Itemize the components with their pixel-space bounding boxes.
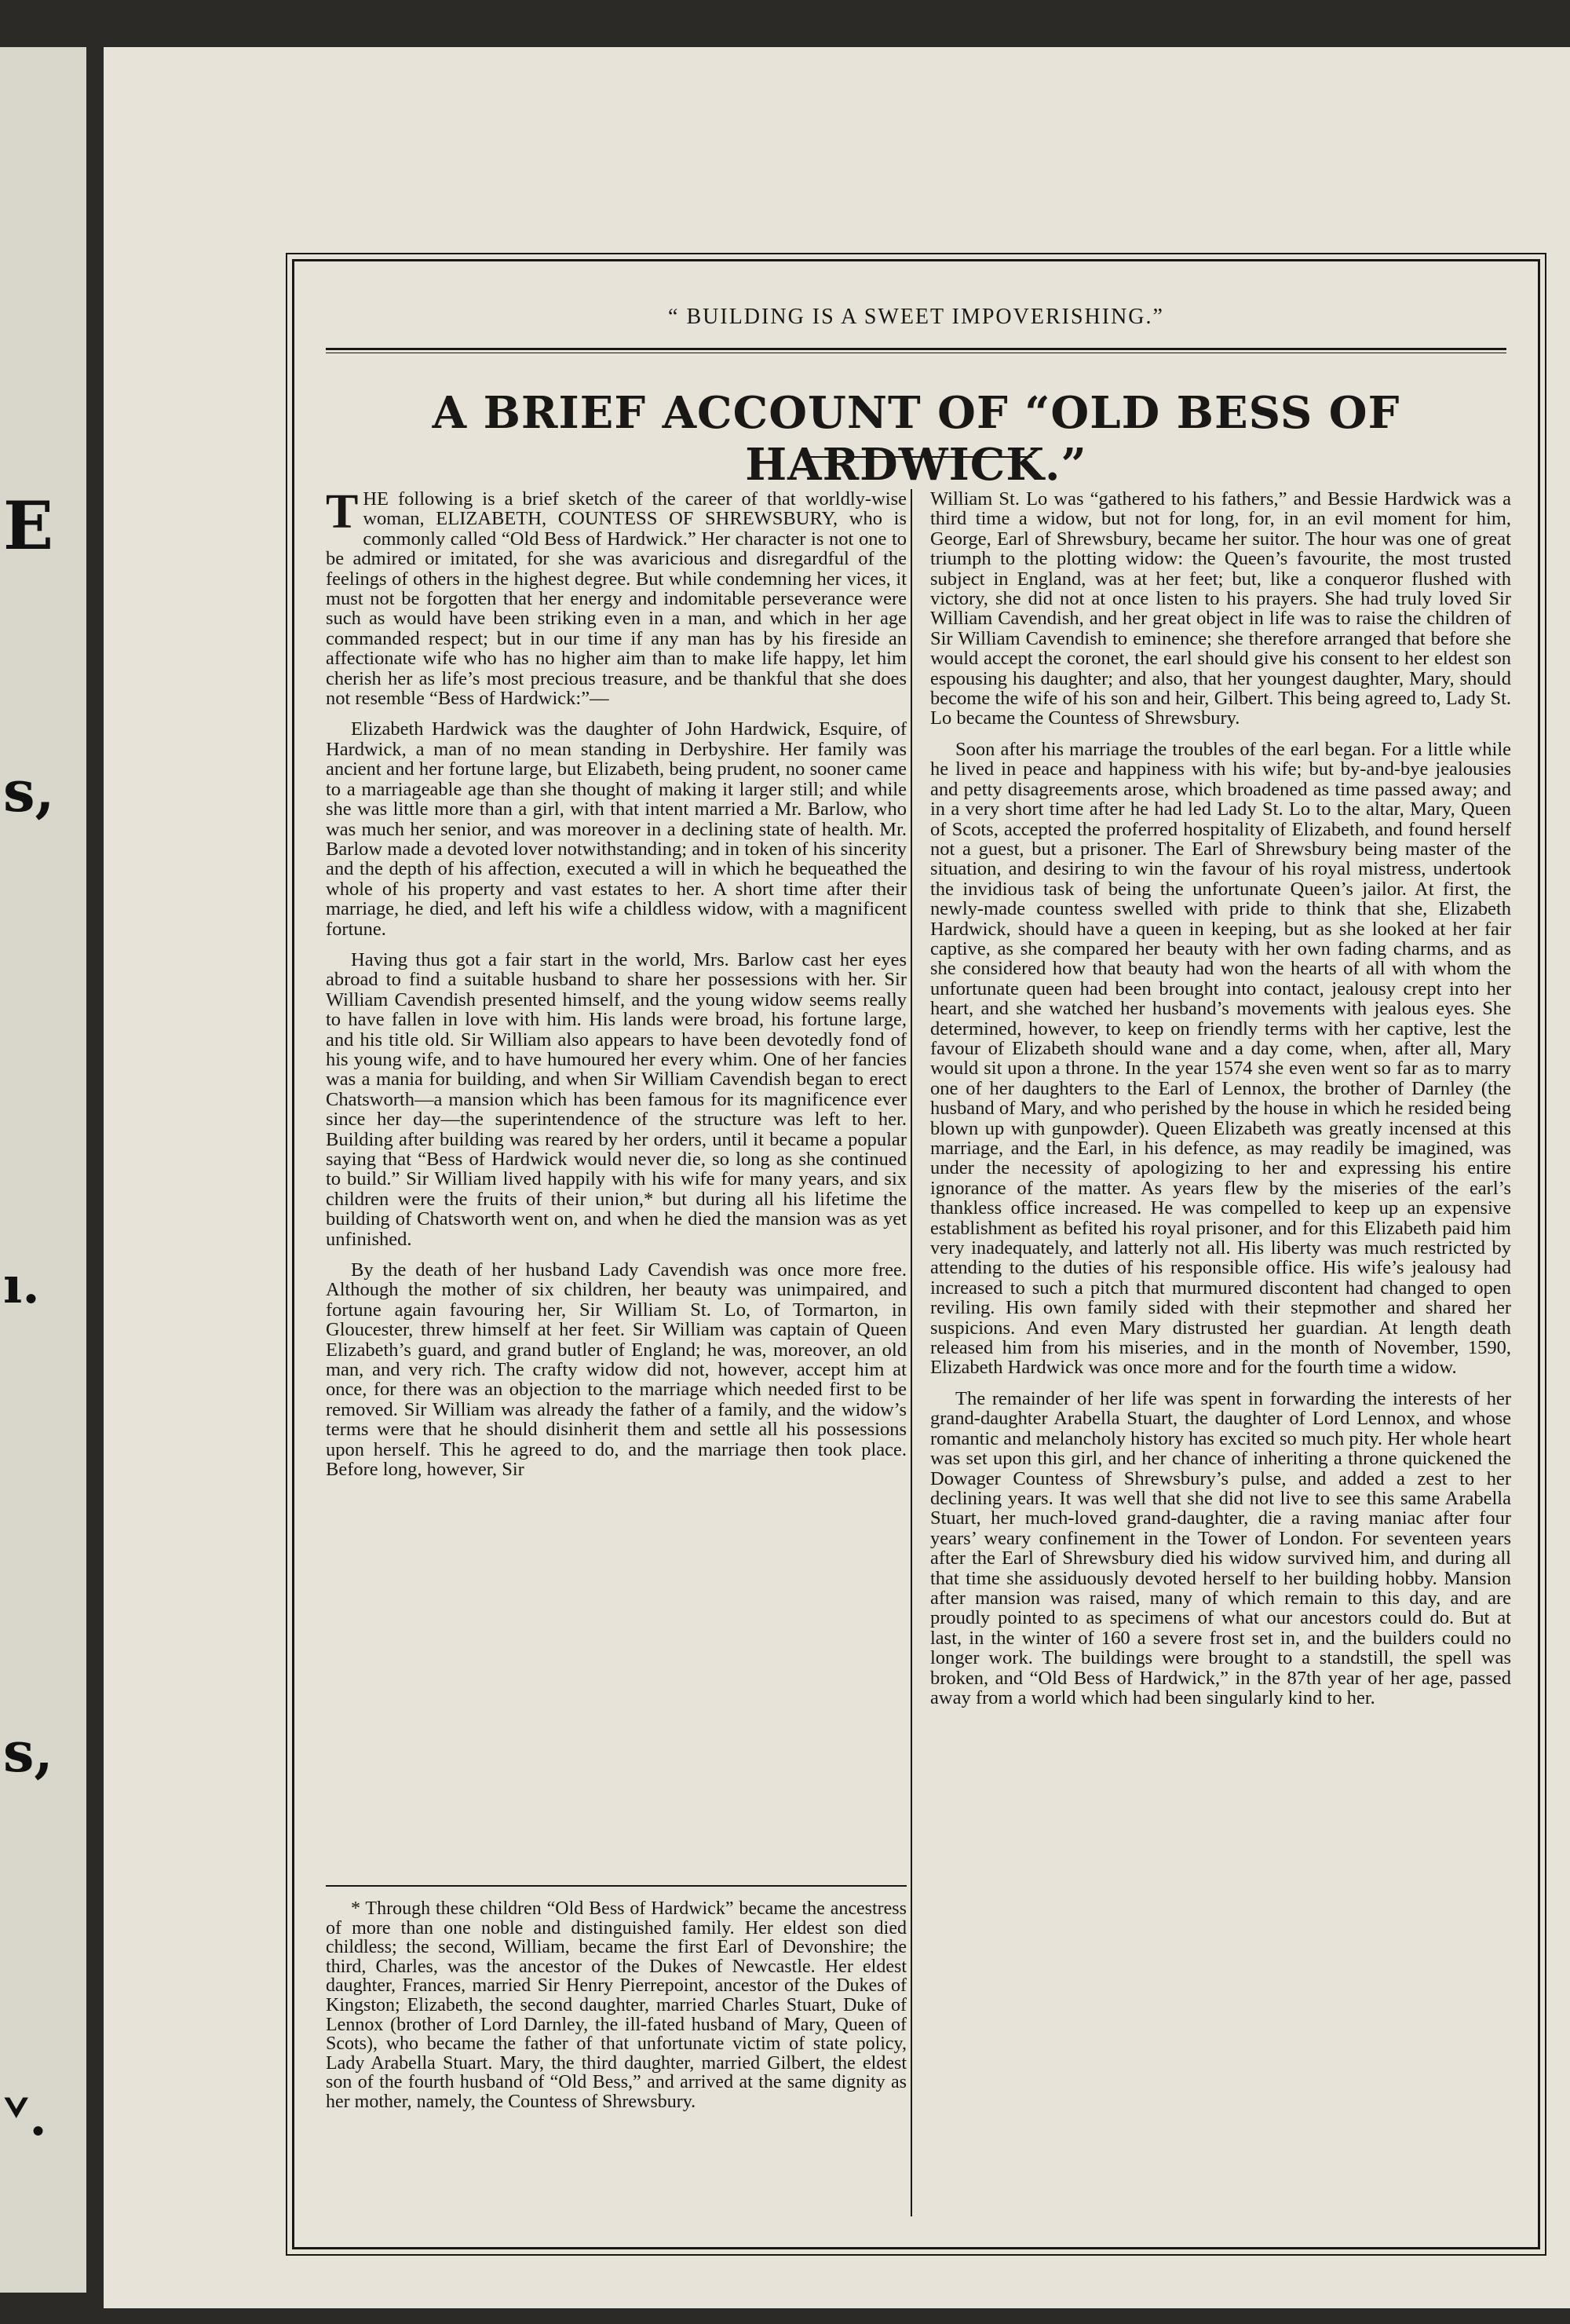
column-divider [911, 489, 912, 2216]
left-page-fragment: ı. [3, 1256, 40, 1315]
header-rule [326, 348, 1506, 353]
left-page-fragment: s, [3, 1719, 53, 1785]
article-title: A BRIEF ACCOUNT OF “OLD BESS OF HARDWICK.” [432, 387, 1400, 491]
left-page-fragment: E [3, 487, 54, 565]
adjacent-page-strip [0, 47, 86, 2293]
title-rule [809, 456, 1032, 458]
intro-paragraph [326, 485, 907, 710]
paragraph: Having thus got a fair start in the world, Mrs. Barlow cast her eyes abroad to find a suitable husband to share her possessions with her. Sir William Cavendish presented himself, and the young widow seems really to have fallen in love with him. His lands were broad, his fortune large, and his title old. Sir William also appears to have been devotedly fond of his young wife, and to have humoured her every whim. One of her fancies was a mania for building, and when Sir William Cavendish began to erect Chatsworth—a mansion which has been famous for its magnificence ever since her day—the superintendence of the structure was left to her. Building after building was reared by her orders, until it became a popular saying that “Bess of Hardwick would never die, so long as she continued to build.” Sir William lived happily with his wife for many years, and six children were the fruits of their union,* but during all his lifetime the building of Chatsworth went on, and when he died the mansion was as yet unfinished. [326, 948, 907, 1250]
paragraph: William St. Lo was “gathered to his fathers,” and Bessie Hardwick was a third time a widow, but not for long, for, in an evil moment for him, George, Earl of Shrewsbury, became her suitor. The hour was one of great triumph to the plotting widow: the Queen’s favourite, the most trusted subject in England, was at her feet; but, like a conqueror flushed with victory, she did not at once listen to his prayers. She had truly loved Sir William Cavendish, and her great object in life was to raise the children of Sir William Cavendish to eminence; she therefore arranged that before she would accept the coronet, the earl should give his consent to her eldest son espousing his daughter; and also, that her youngest daughter, Mary, should become the wife of his son and heir, Gilbert. This being agreed to, Lady St. Lo became the Countess of Shrewsbury. [930, 488, 1511, 729]
running-header: “ BUILDING IS A SWEET IMPOVERISHING.” [668, 305, 1164, 329]
paragraph: By the death of her husband Lady Cavendish was once more free. Although the mother of six children, her beauty was unimpaired, and fortune again favouring her, Sir William St. Lo, of Tormarton, in Gloucester, threw himself at her feet. Sir William was captain of Queen Elizabeth’s guard, and grand butler of England; he was, moreover, an old man, and very rich. The crafty widow did not, however, accept him at once, for there was an objection to the marriage which needed first to be removed. Sir William was already the father of a family, and the widow’s terms were that he should disinherit them and settle all his possessions upon herself. This he agreed to do, and the marriage then took place. Before long, however, Sir [326, 1259, 907, 1481]
paragraph: Elizabeth Hardwick was the daughter of John Hardwick, Esquire, of Hardwick, a man of no mean standing in Derbyshire. Her family was ancient and her fortune large, but Elizabeth, being prudent, no sooner came to a marriageable age than she thought of making it larger still; and while she was little more than a girl, with that intent married a Mr. Barlow, who was much her senior, and was moreover in a declining state of health. Mr. Barlow made a devoted lover notwithstanding; and in token of his sincerity and the depth of his affection, executed a will in which he bequeathed the whole of his property and vast estates to her. A short time after their marriage, he died, and left his wife a childless widow, with a magnificent fortune. [326, 718, 907, 940]
left-column [326, 485, 907, 1491]
drop-cap: T [326, 485, 359, 539]
paragraph: Soon after his marriage the troubles of the earl began. For a little while he lived in peace and happiness with his wife; but by-and-bye jealousies and petty disagreements arose, which broadened as time passed away; and in a very short time after he had led Lady St. Lo to the altar, Mary, Queen of Scots, accepted the proferred hospitality of Elizabeth, and found herself not a guest, but a prisoner. The Earl of Shrewsbury being master of the situation, and desiring to win the favour of his royal mistress, undertook the invidious task of being the unfortunate Queen’s jailor. At first, the newly-made countess swelled with pride to think that she, Elizabeth Hardwick, should have a queen in keeping, but as she looked at her fair captive, as she compared her beauty with her own fading charms, and as she considered how that beauty had won the hearts of all with whom the unfortunate queen had been brought into contact, jealousy crept into her heart, and she watched her husband’s movements with jealous eyes. She determined, however, to keep on friendly terms with her captive, lest the favour of Elizabeth should wane and a day come, when, after all, Mary would sit upon a throne. In the year 1574 she even went so far as to marry one of her daughters to the Earl of Lennox, the brother of Darnley (the husband of Mary, and who perished by the house in which he resided being blown up with gunpowder). Queen Elizabeth was greatly incensed at this marriage, and the Earl, in his defence, as may readily be imagined, was under the necessity of apologizing to her and expressing his entire ignorance of the matter. As years flew by the miseries of the earl’s thankless office increased. He was compelled to keep up an expensive establishment as befited his royal prisoner, and for this Elizabeth paid him very inadequately, and latterly not all. His liberty was much restricted by attending to the duties of his responsible office. His wife’s jealousy had increased to such a pitch that murmured discontent had changed to open reviling. His own family sided with their stepmother and shared her suspicions. And even Mary distrusted her guardian. At length death released him from his miseries, and in the month of November, 1590, Elizabeth Hardwick was once more and for the fourth time a widow. [930, 738, 1511, 1379]
left-page-fragment: ᘁ. [3, 2088, 47, 2147]
right-column [930, 489, 1511, 1719]
paragraph: The remainder of her life was spent in forwarding the interests of her grand-daughter Arabella Stuart, the daughter of Lord Lennox, and whose romantic and melancholy history has excited so much pity. Her whole heart was set upon this girl, and her chance of inheriting a throne quickened the Dowager Countess of Shrewsbury’s pulse, and added a zest to her declining years. It was well that she did not live to see this same Arabella Stuart, her much-loved grand-daughter, die a raving maniac after four years’ weary confinement in the Tower of London. For seventeen years after the Earl of Shrewsbury died his widow survived him, and during all that time she assiduously devoted herself to her building hobby. Mansion after mansion was raised, many of which remain to this day, and are proudly pointed to as specimens of what our ancestors could do. But at last, in the winter of 160 a severe frost set in, and the builders could no longer work. The buildings were brought to a standstill, the spell was broken, and “Old Bess of Hardwick,” in the 87th year of her age, passed away from a world which had been singularly kind to her. [930, 1387, 1512, 1708]
footnote [326, 1885, 907, 2112]
footnote-text: * Through these children “Old Bess of Hardwick” became the ancestress of more than one noble and distinguished family. Her eldest son died childless; the second, William, became the first Earl of Devonshire; the third, Charles, was the ancestor of the Dukes of Newcastle. Her eldest daughter, Frances, married Sir Henry Pierrepoint, ancestor of the Dukes of Kingston; Elizabeth, the second daughter, married Charles Stuart, Duke of Lennox (brother of Lord Darnley, the ill-fated husband of Mary, Queen of Scots), who became the father of that unfortunate victim of state policy, Lady Arabella Stuart. Mary, the third daughter, married Gilbert, the eldest son of the fourth husband of “Old Bess,” and arrived at the same dignity as her mother, namely, the Countess of Shrewsbury. [326, 1898, 907, 2112]
article-frame [292, 259, 1540, 2249]
intro-text: HE following is a brief sketch of the career of that worldly-wise woman, ELIZABETH, COUNTESS OF SHREWSBURY, who is commonly called “Old Bess of Hardwick.” Her character is not one to be admired or imitated, for she was avaricious and disregardful of the feelings of others in the highest degree. But while condemning her vices, it must not be forgotten that her energy and indomitable perseverance were such as would have been striking even in a man, and which in her age commanded respect; but in our time if any man has by his fireside an affectionate wife who has no higher aim than to make life happy, let him cherish her as life’s most precious treasure, and be thankful that she does not resemble “Bess of Hardwick:”— [326, 488, 907, 710]
left-page-fragment: s, [3, 758, 55, 824]
magazine-page [104, 47, 1570, 2308]
